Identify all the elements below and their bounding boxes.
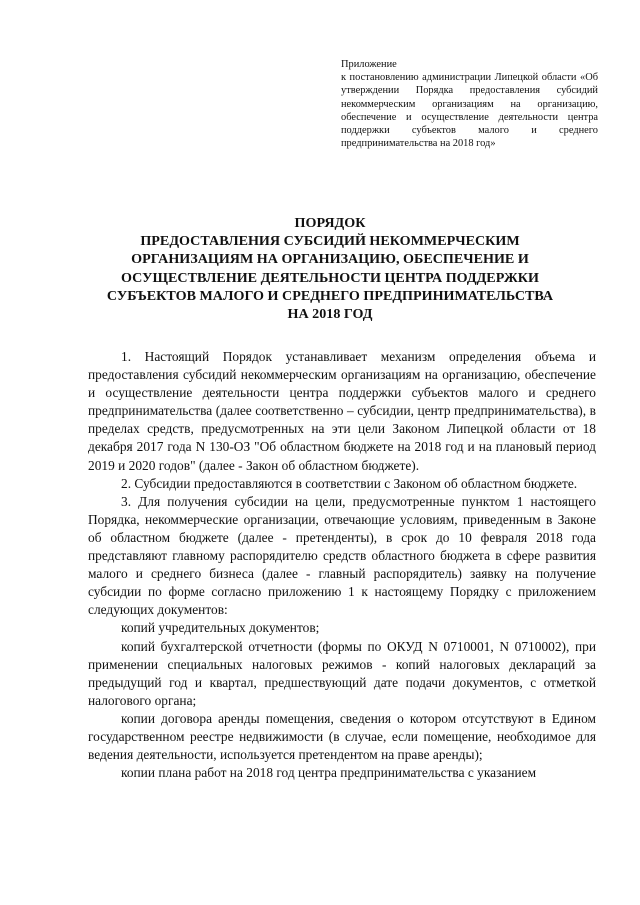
appendix-header — [341, 58, 598, 150]
list-item-accounting-reports: копий бухгалтерской отчетности (формы по ОКУД N 0710001, N 0710002), при применении специальных налоговых режимов - копий налоговых деклараций за предыдущий год и квартал, предшествующий дате подачи документов, с отметкой налогового органа; — [88, 638, 596, 708]
document-body — [88, 348, 596, 782]
list-item-lease-agreement: копии договора аренды помещения, сведения о котором отсутствуют в Едином государственном реестре недвижимости (в случае, если помещение, необходимое для ведения деятельности, используется претендентом на праве аренды); — [88, 710, 596, 763]
list-item-founding-documents: копий учредительных документов; — [121, 620, 320, 636]
title-line: НА 2018 ГОД — [287, 306, 373, 323]
title-line: СУБЪЕКТОВ МАЛОГО И СРЕДНЕГО ПРЕДПРИНИМАТЕЛЬСТВА — [106, 287, 554, 304]
paragraph-clause-3: 3. Для получения субсидии на цели, предусмотренные пунктом 1 настоящего Порядка, некоммерческие организации, отвечающие условиям, приведенным в Законе об областном бюджете (далее - претенденты), в срок до 10 февраля 2018 года представляют главному распорядителю средств областного бюджета в сфере развития малого и среднего бизнеса (далее - главный распорядитель) заявку на получение субсидии по форме согласно приложению 1 к настоящему Порядку с приложением следующих документов: — [88, 493, 596, 618]
appendix-reference: к постановлению администрации Липецкой области «Об утверждении Порядка предоставления субсидий некоммерческим организациям на организацию, обеспечение и осуществление деятельности центра поддержки субъектов малого и среднего предпринимательства на 2018 год» — [341, 72, 598, 150]
list-item-work-plan: копии плана работ на 2018 год центра предпринимательства с указанием — [121, 765, 537, 781]
paragraph-clause-2: 2. Субсидии предоставляются в соответствии с Законом об областном бюджете. — [121, 475, 578, 491]
appendix-title: Приложение — [341, 59, 397, 70]
title-line: ОРГАНИЗАЦИЯМ НА ОРГАНИЗАЦИЮ, ОБЕСПЕЧЕНИЕ И — [131, 251, 529, 268]
paragraph-clause-1: 1. Настоящий Порядок устанавливает механизм определения объема и предоставления субсидий некоммерческим организациям на организацию, обеспечение и осуществление деятельности центра поддержки субъектов малого и среднего предпринимательства (далее соответственно – субсидии, центр предпринимательства), в пределах средств, предусмотренных на эти цели Законом Липецкой области от 18 декабря 2017 года N 130-ОЗ "Об областном бюджете на 2018 год и на плановый период 2019 и 2020 годов" (далее - Закон об областном бюджете). — [88, 349, 596, 473]
title-line: ПРЕДОСТАВЛЕНИЯ СУБСИДИЙ НЕКОММЕРЧЕСКИМ — [140, 233, 520, 250]
title-line: ОСУЩЕСТВЛЕНИЕ ДЕЯТЕЛЬНОСТИ ЦЕНТРА ПОДДЕРЖКИ — [121, 269, 539, 286]
document-title — [80, 214, 580, 323]
title-line: ПОРЯДОК — [294, 215, 366, 231]
